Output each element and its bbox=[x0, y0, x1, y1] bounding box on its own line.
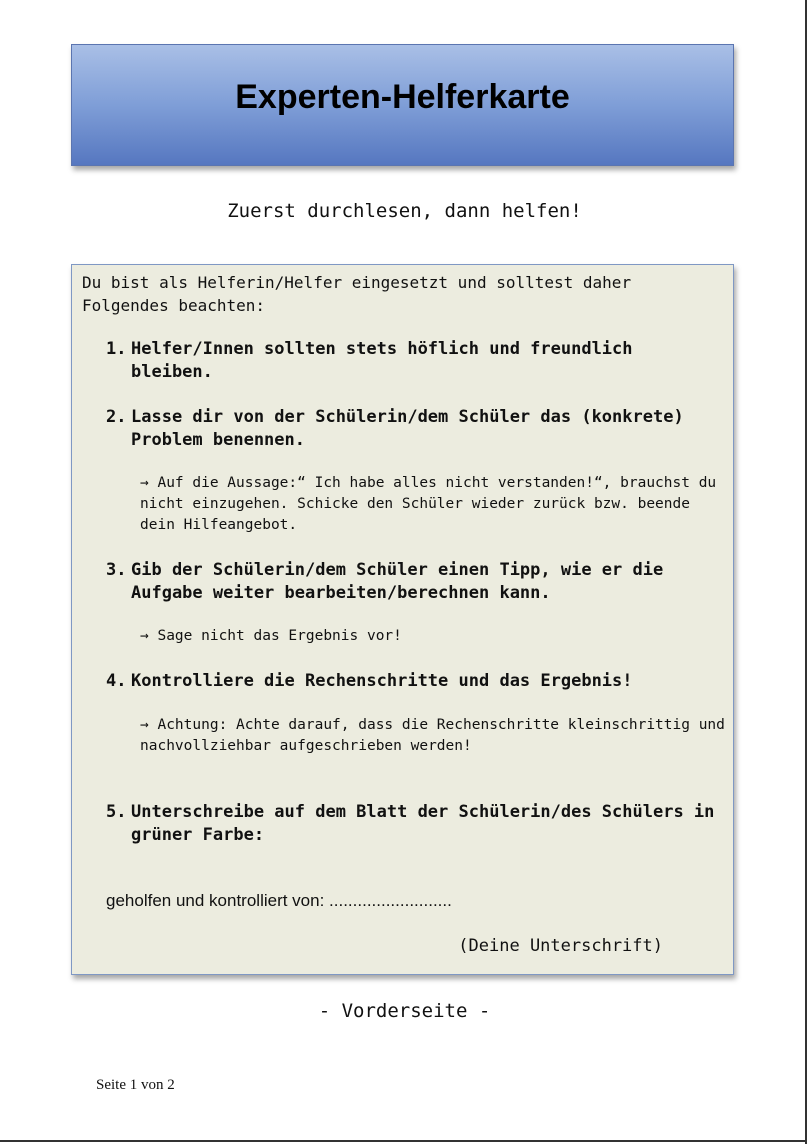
rule-1 bbox=[106, 338, 716, 384]
subtitle: Zuerst durchlesen, dann helfen! bbox=[227, 200, 582, 222]
rule-number: 1. bbox=[106, 339, 127, 359]
rule-text: Helfer/Innen sollten stets höflich und freundlich bleiben. bbox=[131, 339, 633, 382]
rule-text: Gib der Schülerin/dem Schüler einen Tipp, wie er die Aufgabe weiter bearbeiten/berechnen kann. bbox=[131, 560, 664, 603]
rule-4-note: → Achtung: Achte darauf, dass die Rechenschritte kleinschrittig und nachvollziehbar aufgeschrieben werden! bbox=[140, 717, 725, 754]
rule-number: 2. bbox=[106, 407, 127, 427]
rule-text: Kontrolliere die Rechenschritte und das Ergebnis! bbox=[131, 671, 633, 691]
rule-number: 5. bbox=[106, 802, 127, 822]
rule-2 bbox=[106, 406, 716, 452]
page-border-bottom bbox=[0, 1140, 807, 1142]
rule-5 bbox=[106, 801, 716, 847]
page-title: Experten-Helferkarte bbox=[235, 77, 570, 116]
rule-number: 3. bbox=[106, 560, 127, 580]
title-banner bbox=[71, 44, 734, 166]
rule-2-note: → Auf die Aussage:“ Ich habe alles nicht verstanden!“, brauchst du nicht einzugehen. Schicke den Schüler wieder zurück bzw. beende dein Hilfeangebot. bbox=[140, 475, 717, 533]
rule-3-note: → Sage nicht das Ergebnis vor! bbox=[140, 628, 402, 644]
side-label: - Vorderseite - bbox=[318, 1000, 491, 1022]
rule-3 bbox=[106, 559, 716, 605]
page-border-right bbox=[805, 0, 807, 1144]
rule-text: Unterschreibe auf dem Blatt der Schülerin/des Schülers in grüner Farbe: bbox=[131, 802, 715, 845]
rule-text: Lasse dir von der Schülerin/dem Schüler das (konkrete) Problem benennen. bbox=[131, 407, 684, 450]
rule-4 bbox=[106, 670, 716, 693]
signature-caption: (Deine Unterschrift) bbox=[458, 936, 663, 956]
intro-text: Du bist als Helferin/Helfer eingesetzt und solltest daher Folgendes beachten: bbox=[82, 273, 632, 315]
page-number: Seite 1 von 2 bbox=[96, 1077, 175, 1093]
rule-number: 4. bbox=[106, 671, 127, 691]
instructions-box bbox=[71, 264, 734, 975]
signature-line: geholfen und kontrolliert von: .......................... bbox=[106, 891, 452, 910]
